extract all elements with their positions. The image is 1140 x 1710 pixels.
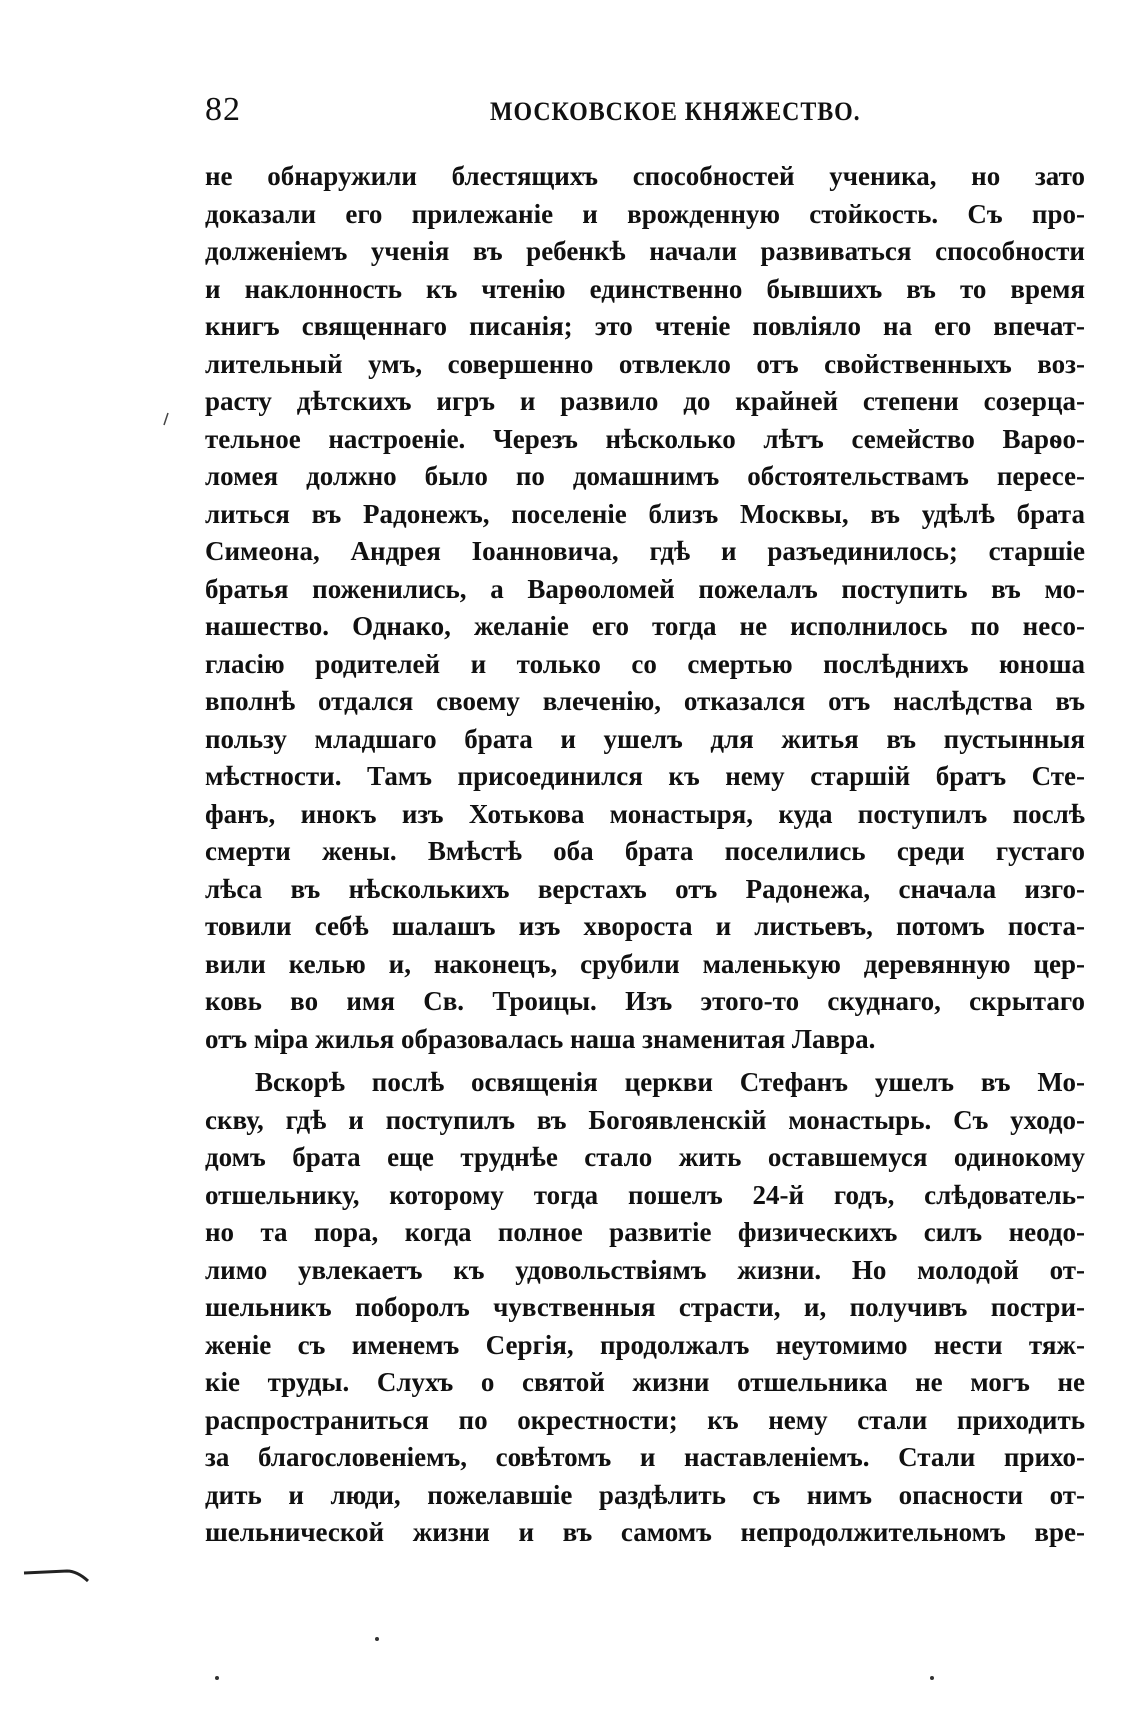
text-line: скву, гдѣ и поступилъ въ Богоявленскій монастырь. Съ уходо- xyxy=(205,1104,1085,1135)
text-line: шельникъ поборолъ чувственныя страсти, и, получивъ постри- xyxy=(205,1292,1085,1322)
margin-arrow-mark xyxy=(22,1565,92,1585)
text-line: отшельнику, которому тогда пошелъ 24-й годъ, слѣдователь- xyxy=(205,1179,1085,1210)
scan-speck xyxy=(375,1637,379,1641)
text-line: литься въ Радонежъ, поселеніе близъ Москвы, въ удѣлѣ брата xyxy=(205,498,1085,529)
text-line: фанъ, инокъ изъ Хотькова монастыря, куда поступилъ послѣ xyxy=(205,798,1085,829)
text-line: товили себѣ шалашъ изъ хвороста и листьевъ, потомъ поста- xyxy=(205,911,1085,941)
text-line: кіе труды. Слухъ о святой жизни отшельника не могъ не xyxy=(205,1367,1085,1397)
text-line: ломея должно было по домашнимъ обстоятельствамъ пересе- xyxy=(205,461,1085,491)
text-line: не обнаружили блестящихъ способностей ученика, но зато xyxy=(205,161,1085,191)
text-line: домъ брата еще труднѣе стало жить оставшемуся одинокому xyxy=(205,1142,1085,1172)
text-line: отъ міра жилья образовалась наша знаменитая Лавра. xyxy=(205,1023,876,1054)
text-line: лительный умъ, совершенно отвлекло отъ свойственныхъ воз- xyxy=(205,348,1085,379)
text-line: Вскорѣ послѣ освященія церкви Стефанъ ушелъ въ Мо- xyxy=(255,1067,1085,1097)
text-line: пользу младшаго брата и ушелъ для житья въ пустынныя xyxy=(205,723,1085,754)
text-line: смерти жены. Вмѣстѣ оба брата поселились среди густаго xyxy=(205,836,1085,866)
text-line: вили келью и, наконецъ, срубили маленькую деревянную цер- xyxy=(205,948,1085,979)
text-line: лѣса въ нѣсколькихъ верстахъ отъ Радонежа, сначала изго- xyxy=(205,873,1085,904)
text-line: мѣстности. Тамъ присоединился къ нему старшій братъ Сте- xyxy=(205,761,1085,791)
text-line: и наклонность къ чтенію единственно бывшихъ въ то время xyxy=(205,273,1085,304)
text-line: но та пора, когда полное развитіе физическихъ силъ неодо- xyxy=(205,1217,1085,1247)
text-line: братья поженились, а Варѳоломей пожелалъ поступить въ мо- xyxy=(205,573,1085,604)
text-line: за благословеніемъ, совѣтомъ и наставленіемъ. Стали прихо- xyxy=(205,1442,1085,1472)
text-line: нашество. Однако, желаніе его тогда не исполнилось по несо- xyxy=(205,611,1085,641)
text-line: дить и люди, пожелавшіе раздѣлить съ нимъ опасности от- xyxy=(205,1479,1085,1510)
text-line: шельнической жизни и въ самомъ непродолжительномъ вре- xyxy=(205,1517,1085,1547)
text-line: доказали его прилежаніе и врожденную стойкость. Съ про- xyxy=(205,198,1085,229)
running-title: МОСКОВСКОЕ КНЯЖЕСТВО. xyxy=(490,97,861,126)
text-line: тельное настроеніе. Черезъ нѣсколько лѣтъ семейство Варѳо- xyxy=(205,423,1085,454)
text-line: расту дѣтскихъ игръ и развило до крайней степени созерца- xyxy=(205,386,1085,416)
page-number: 82 xyxy=(205,91,241,128)
text-line: женіе съ именемъ Сергія, продолжалъ неутомимо нести тяж- xyxy=(205,1329,1085,1360)
paragraph xyxy=(205,158,1085,1058)
scan-speck xyxy=(930,1676,934,1680)
text-line: гласію родителей и только со смертью послѣднихъ юноша xyxy=(205,648,1085,679)
text-line: ковь во имя Св. Троицы. Изъ этого-то скуднаго, скрытаго xyxy=(205,986,1085,1016)
text-line: Симеона, Андрея Іоанновича, гдѣ и разъединилось; старшіе xyxy=(205,536,1085,566)
margin-tick-mark xyxy=(162,412,170,426)
text-line: долженіемъ ученія въ ребенкѣ начали развиваться способности xyxy=(205,236,1085,266)
text-block xyxy=(205,158,1085,1552)
text-line: лимо увлекаетъ къ удовольствіямъ жизни. Но молодой от- xyxy=(205,1254,1085,1285)
paragraph xyxy=(205,1064,1085,1552)
scan-speck xyxy=(215,1676,219,1680)
text-line: распространиться по окрестности; къ нему стали приходить xyxy=(205,1404,1085,1435)
text-line: вполнѣ отдался своему влеченію, отказался отъ наслѣдства въ xyxy=(205,686,1085,716)
text-line: книгъ священнаго писанія; это чтеніе повліяло на его впечат- xyxy=(205,311,1085,341)
